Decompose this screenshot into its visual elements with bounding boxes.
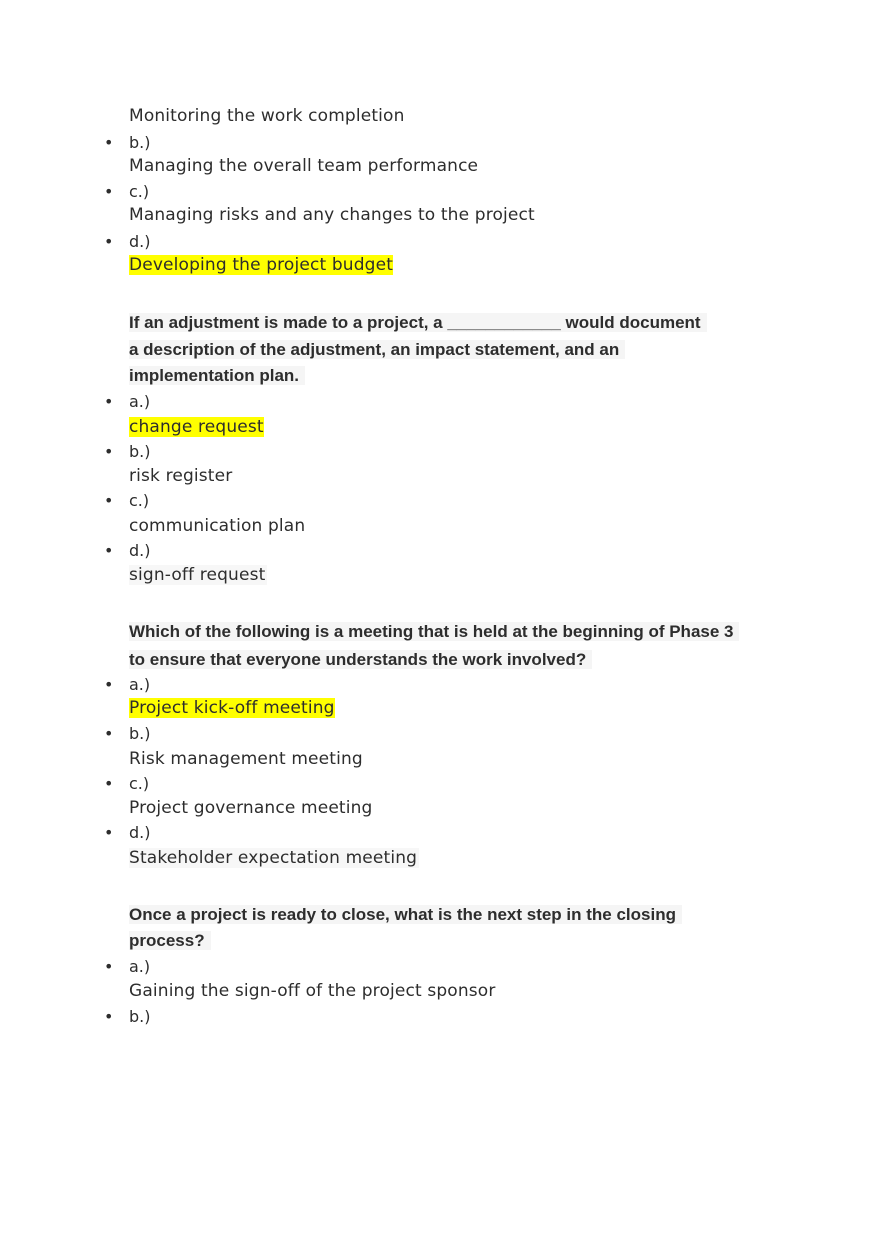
answer-highlight: Developing the project budget [129,255,394,275]
option-d-text-highlighted [129,253,393,277]
q4-option-a-text: Gaining the sign-off of the project sponsor [129,981,496,1001]
q2-option-b-text: risk register [129,466,233,486]
q3-option-c-text: Project governance meeting [129,798,373,818]
option-b-letter: b.) [129,133,151,152]
answer-highlight: Project kick-off meeting [129,698,335,718]
q2-option-c-letter: c.) [129,491,150,510]
question-2-line-3: implementation plan. [129,363,305,389]
bullet: • [104,1007,114,1026]
bullet: • [104,182,114,201]
q3-option-c-letter: c.) [129,774,150,793]
bullet: • [104,392,114,411]
bullet: • [104,133,114,152]
bullet: • [104,491,114,510]
q2-option-a-letter: a.) [129,392,151,411]
q3-option-a-text-highlighted [129,696,335,720]
answer-highlight: change request [129,417,264,437]
bullet: • [104,541,114,560]
question-4-line-1: Once a project is ready to close, what is the next step in the closing [129,902,682,928]
bullet: • [104,232,114,251]
option-c-letter: c.) [129,182,150,201]
q3-option-d-letter: d.) [129,823,151,842]
bullet: • [104,724,114,743]
bullet: • [104,675,114,694]
q2-option-b-letter: b.) [129,442,151,461]
option-a-text: Monitoring the work completion [129,106,405,126]
option-d-letter: d.) [129,232,151,251]
question-3-line-1: Which of the following is a meeting that is held at the beginning of Phase 3 [129,619,739,645]
q3-option-b-text: Risk management meeting [129,749,363,769]
bullet: • [104,957,114,976]
q4-option-a-letter: a.) [129,957,151,976]
question-3-line-2: to ensure that everyone understands the work involved? [129,647,592,673]
bullet: • [104,774,114,793]
q3-option-b-letter: b.) [129,724,151,743]
bullet: • [104,823,114,842]
q2-option-d-text: sign-off request [129,565,266,585]
option-c-text: Managing risks and any changes to the project [129,205,535,225]
q2-option-c-text: communication plan [129,516,306,536]
q2-option-a-text-highlighted [129,415,264,439]
q3-option-d-text: Stakeholder expectation meeting [129,848,418,868]
question-2-line-2: a description of the adjustment, an impact statement, and an [129,337,625,363]
q3-option-a-letter: a.) [129,675,151,694]
bullet: • [104,442,114,461]
q4-option-b-letter: b.) [129,1007,151,1026]
question-2-line-1: If an adjustment is made to a project, a ____________ would document [129,310,707,336]
q2-option-d-letter: d.) [129,541,151,560]
question-4-line-2: process? [129,928,211,954]
option-b-text: Managing the overall team performance [129,156,479,176]
